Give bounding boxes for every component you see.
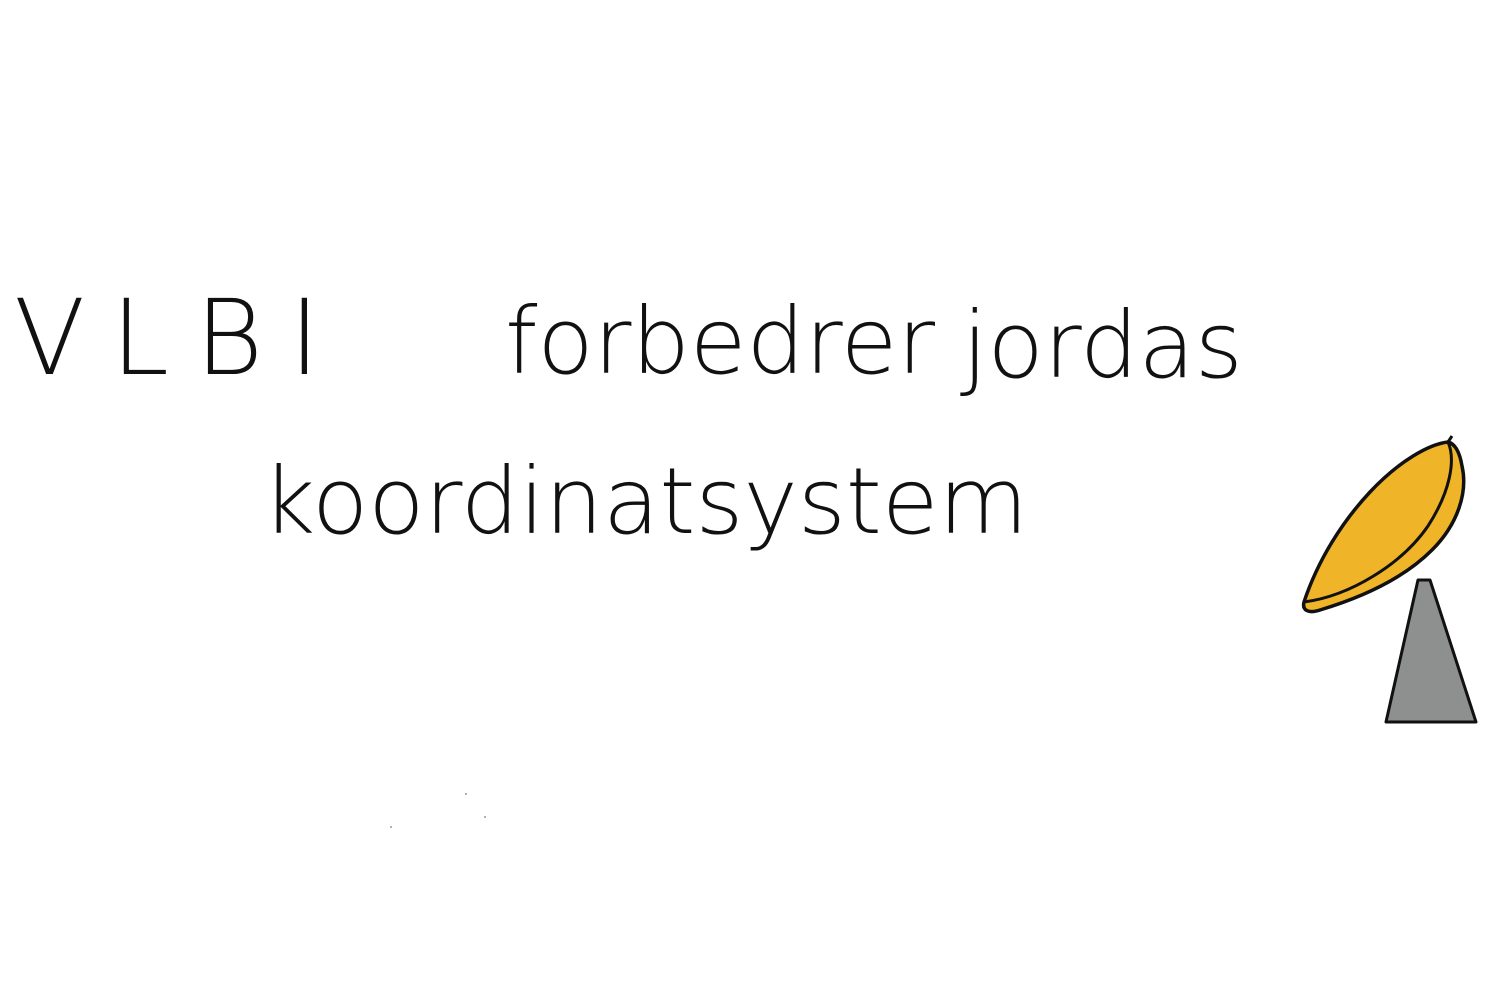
title-word-jordas: jordas xyxy=(962,292,1243,399)
telescope-mount xyxy=(1386,580,1476,722)
speck xyxy=(465,793,467,795)
speck xyxy=(484,816,486,818)
title-word-koordinatsystem: koordinatsystem xyxy=(262,448,1029,555)
title-word-vlbi: VLBI xyxy=(14,277,346,399)
title-word-forbedrer: forbedrer xyxy=(505,288,936,395)
telescope-feed xyxy=(1448,436,1452,442)
speck xyxy=(390,826,392,828)
radio-telescope-icon xyxy=(1290,430,1490,740)
telescope-dish xyxy=(1304,442,1464,612)
